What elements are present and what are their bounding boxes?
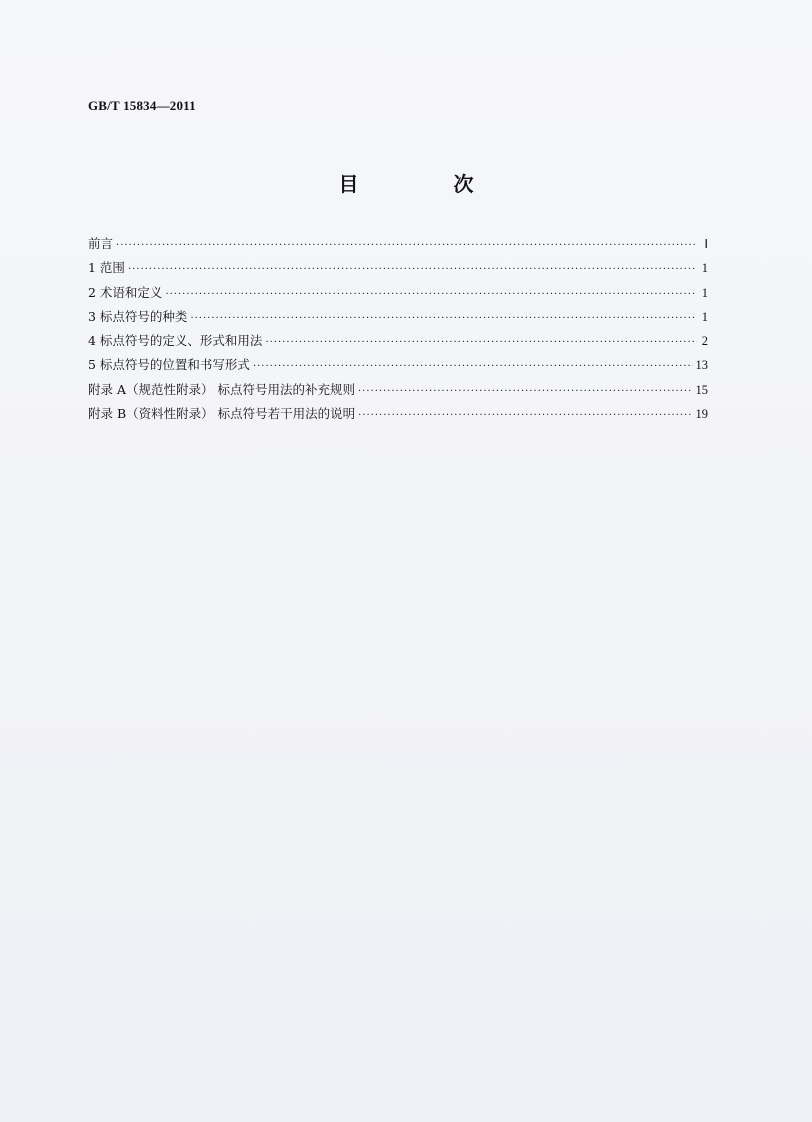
document-code: GB/T 15834—2011 — [88, 98, 196, 113]
toc-entry-appendix-b[interactable] — [88, 402, 708, 426]
toc-entry-label: 1 范围 — [88, 260, 125, 276]
dot-leader — [165, 283, 697, 307]
toc-entry-page: 1 — [701, 261, 708, 276]
toc-entry-label: 3 标点符号的种类 — [88, 308, 188, 324]
toc-entry-types[interactable] — [88, 305, 708, 329]
dot-leader — [116, 234, 697, 258]
table-of-contents — [88, 232, 708, 426]
dot-leader — [190, 307, 697, 331]
toc-entry-label: 附录 B（资料性附录） 标点符号若干用法的说明 — [88, 406, 356, 422]
toc-entry-label: 4 标点符号的定义、形式和用法 — [88, 333, 263, 349]
toc-entry-page: 13 — [695, 358, 708, 373]
toc-entry-terms[interactable] — [88, 281, 708, 305]
toc-entry-page: 2 — [701, 334, 708, 349]
toc-title: 目 次 — [338, 172, 518, 196]
toc-entry-page: 1 — [701, 285, 708, 300]
toc-entry-label: 附录 A（规范性附录） 标点符号用法的补充规则 — [88, 381, 355, 397]
dot-leader — [128, 258, 697, 282]
toc-entry-definitions-usage[interactable] — [88, 329, 708, 353]
toc-entry-page: 19 — [695, 407, 708, 422]
toc-entry-appendix-a[interactable] — [88, 378, 708, 402]
toc-entry-label: 2 术语和定义 — [88, 284, 163, 300]
toc-entry-page: Ⅰ — [704, 237, 708, 251]
toc-entry-label: 5 标点符号的位置和书写形式 — [88, 357, 250, 373]
dot-leader — [265, 331, 697, 355]
toc-entry-page: 15 — [695, 382, 708, 397]
toc-entry-page: 1 — [701, 309, 708, 324]
toc-entry-label: 前言 — [88, 236, 114, 251]
toc-entry-foreword[interactable] — [88, 232, 708, 256]
toc-entry-position-form[interactable] — [88, 353, 708, 377]
dot-leader — [358, 404, 692, 428]
dot-leader — [358, 380, 693, 404]
dot-leader — [253, 355, 693, 379]
toc-entry-scope[interactable] — [88, 256, 708, 280]
